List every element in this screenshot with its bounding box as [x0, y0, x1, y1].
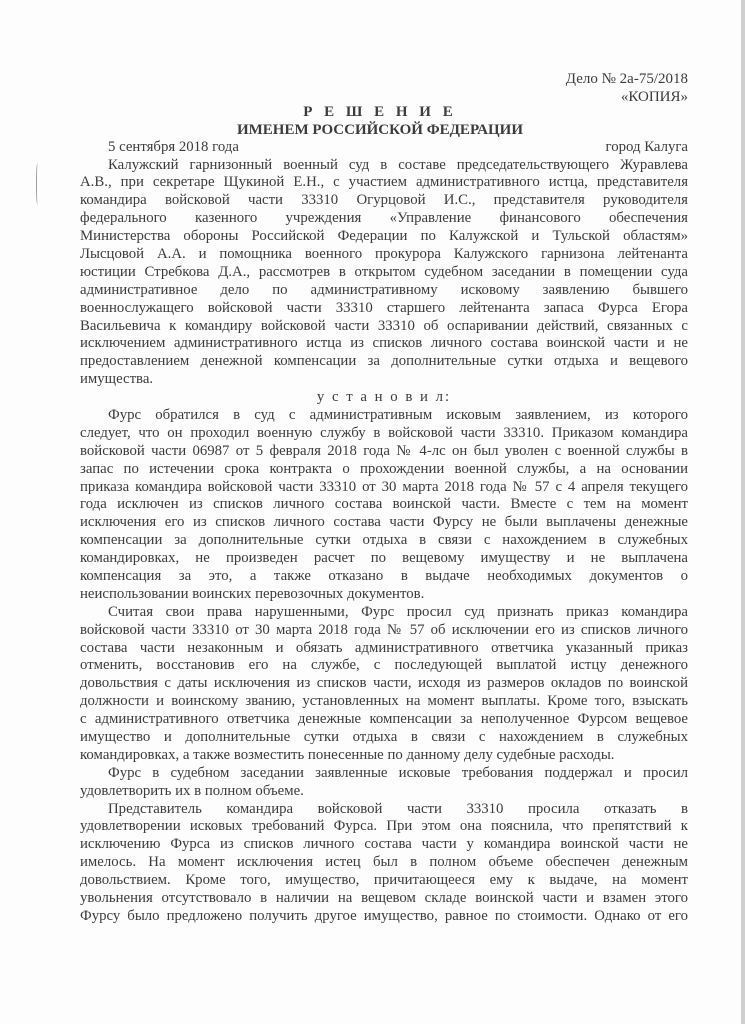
text-line: командировках, а также возместить понесенные по данному делу судебные расходы.: [80, 746, 615, 763]
text-line: компенсация за это, а также отказано в выдаче необходимых документов о: [80, 567, 688, 584]
text-line: удовлетворении исковых требований Фурса. При этом она пояснила, что препятствий к: [80, 818, 688, 835]
text-line: Фурс в судебном заседании заявленные исковые требования поддержал и просил: [108, 764, 688, 781]
text-line: Представитель командира войсковой части 33310 просила отказать в: [108, 800, 688, 817]
section-heading: [80, 389, 688, 407]
decision-city: город Калуга: [605, 139, 688, 155]
text-line: года исключен из списков личного состава воинской части. Вместе с тем на момент: [80, 496, 688, 513]
text-line: Васильевича к командиру войсковой части 33310 об оспаривании действий, связанных с: [80, 317, 688, 334]
document-title: Р Е Ш Е Н И Е: [303, 104, 457, 120]
text-line: имелось. На момент исключения истец был в полном объеме обеспечен денежным: [80, 854, 688, 871]
paragraph: [80, 604, 688, 765]
text-line: удовлетворить их в полном объеме.: [80, 782, 304, 799]
text-line: отменить, восстановив его на службе, с последующей выплатой истцу денежного: [80, 657, 688, 674]
text-line: Фурс обратился в суд с административным исковым заявлением, из которого: [108, 406, 688, 423]
text-line: командировках, не произведен расчет по вещевому имуществу и не выплачена: [80, 550, 688, 567]
decision-date: 5 сентября 2018 года: [108, 139, 239, 155]
text-line: Калужский гарнизонный военный суд в составе председательствующего Журавлева: [108, 156, 688, 173]
text-line: Считая свои права нарушенными, Фурс просил суд признать приказ командира: [108, 603, 688, 620]
text-line: командира войсковой части 33310 Огурцовой И.С., представителя руководителя: [80, 192, 688, 209]
text-line: запас по истечении срока контракта о прохождении военной службы, а на основании: [80, 460, 688, 477]
text-line: увольнения отсутствовало в наличии на вещевом складе воинской части и взамен этого: [80, 890, 688, 907]
document-body: [80, 157, 688, 926]
text-line: федерального казенного учреждения «Управление финансового обеспечения: [80, 210, 688, 227]
text-line: исключению Фурса из списков личного состава части у командира воинской части не: [80, 836, 688, 853]
text-line: состава части незаконным и обязать административного ответчика указанный приказ: [80, 639, 688, 656]
document-subtitle: ИМЕНЕМ РОССИЙСКОЙ ФЕДЕРАЦИИ: [236, 121, 524, 138]
copy-label: «КОПИЯ»: [620, 89, 688, 105]
text-line: Фурсу было предложено получить другое имущество, равное по стоимости. Однако от его: [80, 907, 688, 924]
text-line: Лысцовой А.А. и помощника военного прокурора Калужского гарнизона лейтенанта: [80, 245, 688, 262]
text-line: приказа командира войсковой части 33310 от 30 марта 2018 года № 57 с 4 апреля текущего: [80, 478, 688, 495]
scan-edge: [741, 0, 745, 1024]
text-line: юстиции Стребкова Д.А., рассмотрев в открытом судебном заседании в помещении суда: [80, 263, 688, 280]
paragraph: [80, 765, 688, 801]
text-line: довольствия с даты исключения из списков части, исходя из размеров окладов по воинской: [80, 675, 688, 692]
text-line: Министерства обороны Российской Федерации по Калужской и Тульской областям»: [80, 228, 688, 245]
text-line: должности и воинскому званию, установленных на момент выплаты. Кроме того, взыскать: [80, 693, 688, 710]
text-line: имущество и дополнительные сутки отдыха в связи с нахождением в служебных: [80, 729, 688, 745]
margin-pen-mark: [36, 163, 40, 205]
case-header: [566, 70, 688, 106]
text-line: исключением административного истца из списков личного состава воинской части и не: [80, 335, 688, 352]
text-line: довольствием. Кроме того, имущество, причитающееся ему к выдаче, на момент: [80, 872, 688, 889]
text-line: следует, что он проходил военную службу в войсковой части 33310. Приказом командира: [80, 424, 688, 441]
text-line: с административного ответчика денежные компенсации за неполученное Фурсом вещевое: [80, 711, 688, 728]
document-titles: [80, 104, 680, 139]
text-line: А.В., при секретаре Щукиной Е.Н., с участием административного истца, представителя: [80, 174, 688, 191]
paragraph: [80, 801, 688, 926]
text-line: военнослужащего войсковой части 33310 старшего лейтенанта запаса Фурса Егора: [80, 299, 688, 316]
text-line: войсковой части 06987 от 5 февраля 2018 года № 4-лс он был уволен с военной службы в: [80, 442, 688, 459]
paragraph: [80, 157, 688, 390]
text-line: неиспользовании воинских перевозочных документов.: [80, 585, 425, 602]
text-line: административное дело по административному исковому заявлению бывшего: [80, 281, 688, 298]
text-line: имущества.: [80, 371, 154, 388]
text-line: предоставлением денежной компенсации за дополнительные сутки отдыха и вещевого: [80, 353, 688, 370]
date-city-line: [108, 139, 688, 157]
text-line: исключения его из списков личного состава части Фурсу не были выплачены денежные: [80, 514, 688, 531]
text-line: войсковой части 33310 от 30 марта 2018 года № 57 об исключении его из списков личного: [80, 621, 688, 638]
text-line: у с т а н о в и л:: [316, 389, 452, 406]
paragraph: [80, 407, 688, 604]
case-number: Дело № 2а-75/2018: [565, 71, 688, 87]
text-line: компенсации за дополнительные сутки отдыха в связи с нахождением в служебных: [80, 532, 688, 549]
